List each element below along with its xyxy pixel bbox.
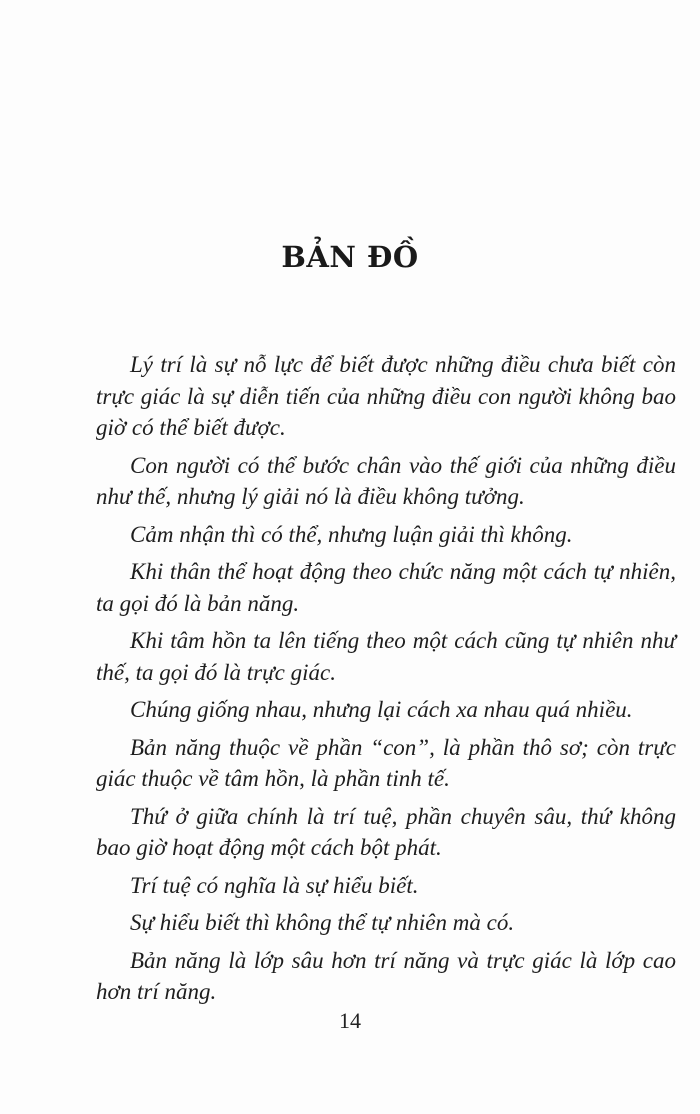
paragraph: Thứ ở giữa chính là trí tuệ, phần chuyên sâu, thứ không bao giờ hoạt động một cách bột phát. (96, 803, 676, 860)
chapter-body (96, 349, 676, 1014)
page-number: 14 (339, 1008, 361, 1033)
paragraph: Trí tuệ có nghĩa là sự hiểu biết. (130, 872, 419, 898)
paragraph: Lý trí là sự nỗ lực để biết được những điều chưa biết còn trực giác là sự diễn tiến của những điều con người không bao giờ có thể biết được. (96, 352, 676, 440)
paragraph: Chúng giống nhau, nhưng lại cách xa nhau quá nhiều. (130, 697, 633, 722)
paragraph: Con người có thể bước chân vào thế giới của những điều như thế, nhưng lý giải nó là điều không tưởng. (96, 452, 676, 509)
paragraph: Khi thân thể hoạt động theo chức năng một cách tự nhiên, ta gọi đó là bản năng. (96, 559, 676, 616)
chapter-title: BẢN ĐỒ (281, 240, 419, 274)
paragraph: Sự hiểu biết thì không thể tự nhiên mà có. (130, 910, 515, 935)
paragraph: Bản năng thuộc về phần “con”, là phần thô sơ; còn trực giác thuộc về tâm hồn, là phần tinh tế. (96, 734, 676, 791)
paragraph: Khi tâm hồn ta lên tiếng theo một cách cũng tự nhiên như thế, ta gọi đó là trực giác. (96, 628, 676, 685)
paragraph: Cảm nhận thì có thể, nhưng luận giải thì không. (130, 521, 573, 547)
paragraph: Bản năng là lớp sâu hơn trí năng và trực giác là lớp cao hơn trí năng. (96, 947, 676, 1004)
